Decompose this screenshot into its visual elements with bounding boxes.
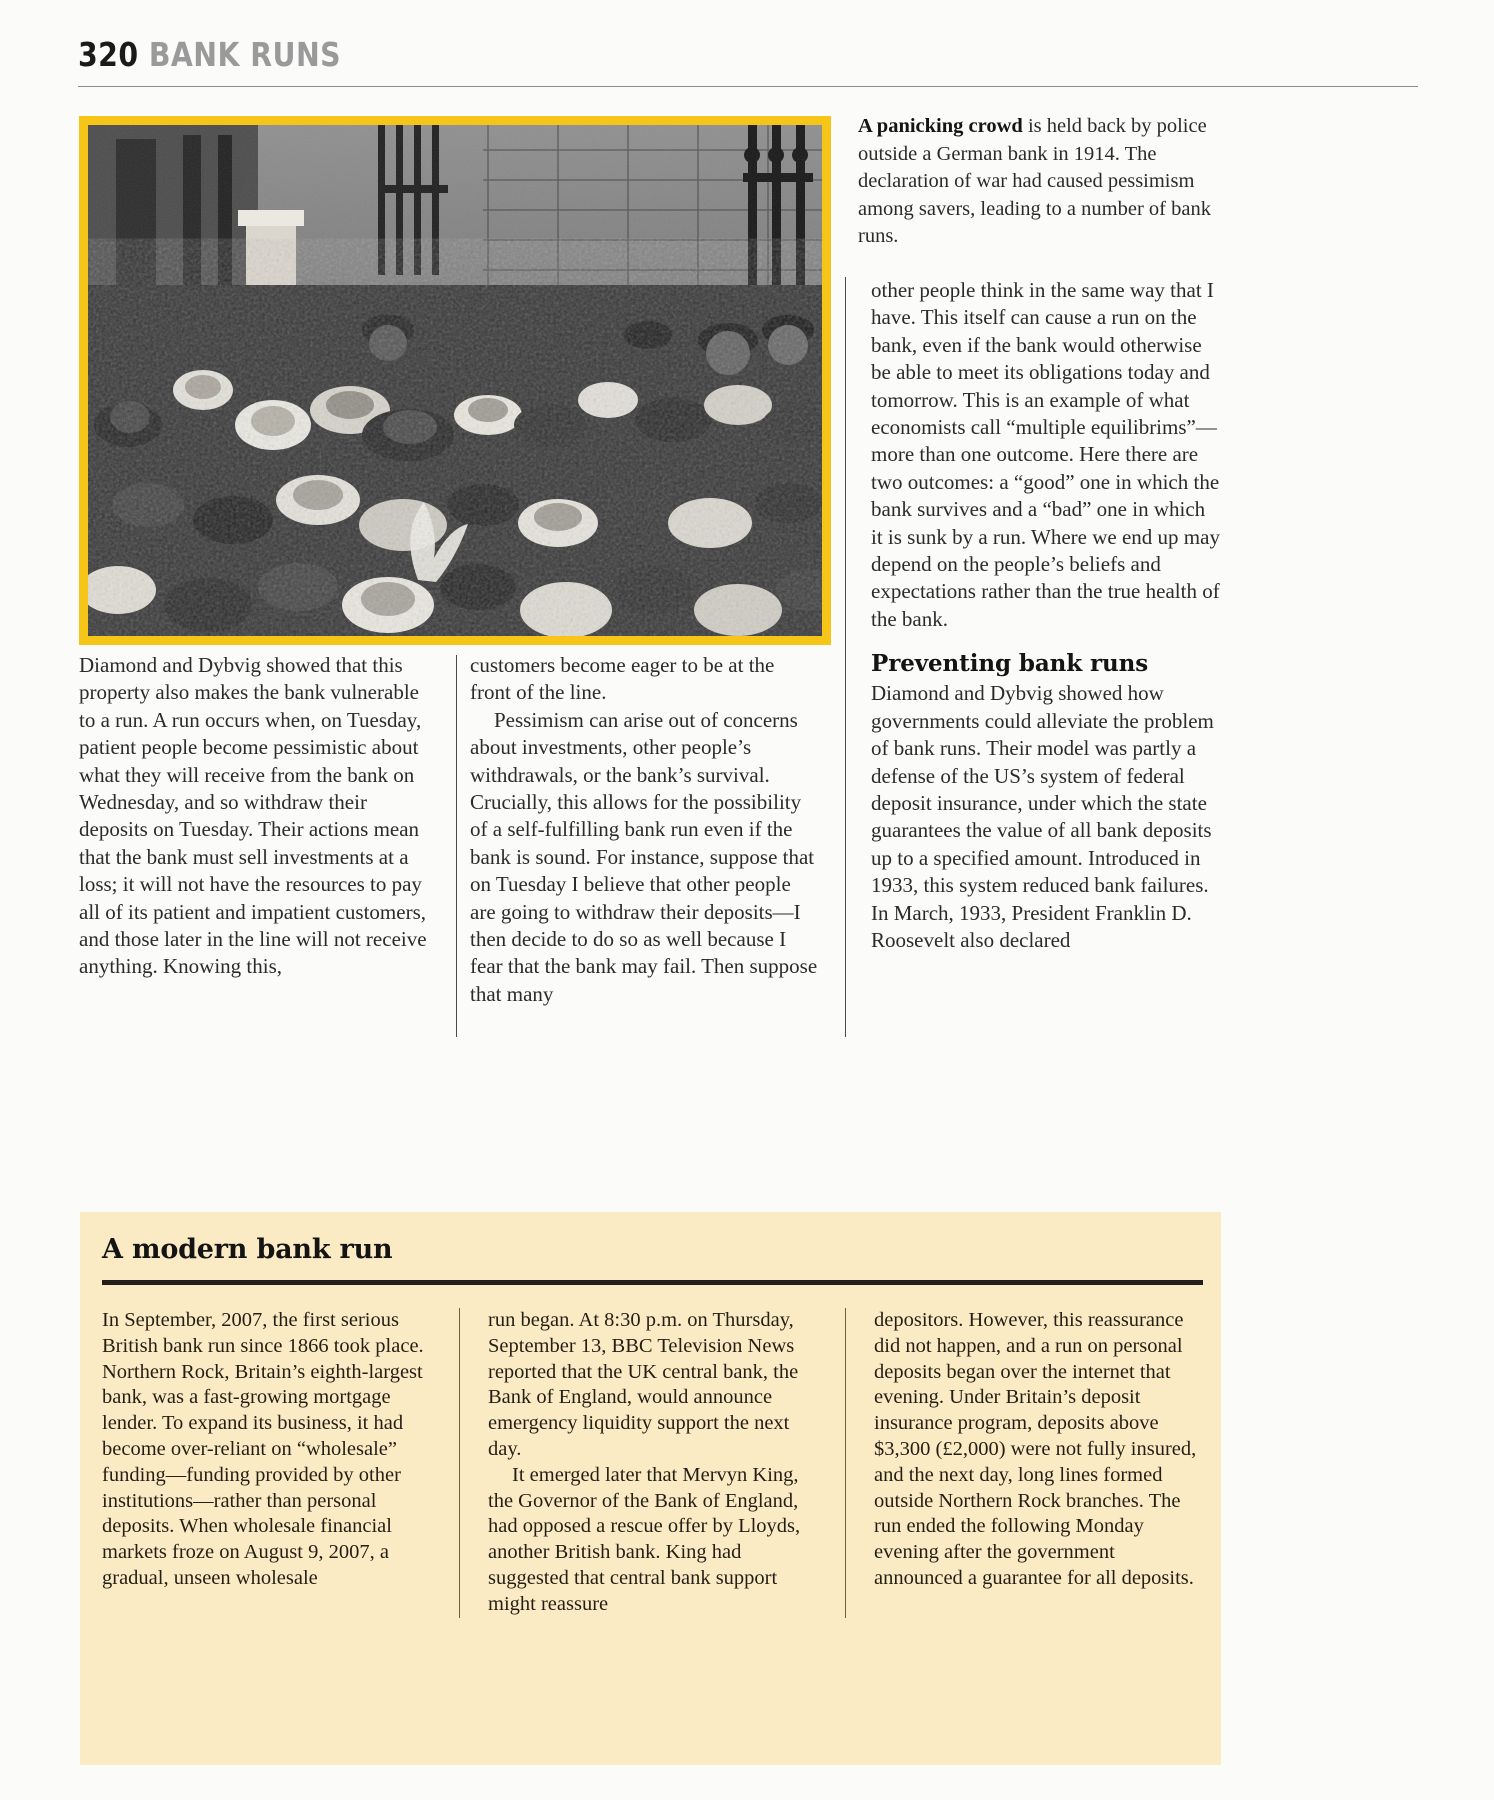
paragraph: other people think in the same way that I have. This itself can cause a run on the bank, even if the bank would otherwise be able to meet its obligations today and tomorrow. This is an example of what economists call “multiple equilibrims”—more than one outcome. Here there are two outcomes: a “good” one in which the bank survives and a “bad” one in which it is sunk by a run. Where we end up may depend on the people’s beliefs and expectations rather than the true health of the bank. — [871, 278, 1220, 631]
sidebar-columns — [102, 1308, 1203, 1618]
caption-lead: A panicking crowd — [858, 115, 1023, 137]
panicking-crowd-photo — [88, 125, 822, 636]
section-subheading: Preventing bank runs — [871, 650, 1149, 678]
paragraph: run began. At 8:30 p.m. on Thursday, September 13, BBC Television News reported that the UK central bank, the Bank of England, would announce emergency liquidity support the next day. — [488, 1309, 799, 1460]
caption-rest: is held back by police outside a German bank in 1914. The declaration of war had caused pessimism among savers, leading to a number of bank runs. — [858, 115, 1211, 247]
paragraph: customers become eager to be at the front of the line. — [470, 653, 775, 705]
body-column-three — [858, 277, 1220, 1037]
paragraph: depositors. However, this reassurance did not happen, and a run on personal deposits began over the internet that evening. Under Britain’s deposit insurance program, deposits above $3,300 (£2,000) were not fully insured, and the next day, long lines formed outside Northern Rock branches. The run ended the following Monday evening after the government announced a guarantee for all deposits. — [874, 1309, 1197, 1589]
sidebar-callout-box — [80, 1212, 1221, 1765]
body-column-one — [79, 652, 431, 981]
paragraph: Diamond and Dybvig showed that this property also makes the bank vulnerable to a run. A run occurs when, on Tuesday, patient people become pessimistic about what they will receive from the bank on Wednesday, and so withdraw their deposits on Tuesday. Their actions mean that the bank must sell investments at a loss; it will not have the resources to pay all of its patient and impatient customers, and those later in the line will not receive anything. Knowing this, — [79, 653, 427, 979]
page-number: 320 — [78, 35, 139, 74]
page-header — [78, 35, 1418, 74]
paragraph: Diamond and Dybvig showed how governments could alleviate the problem of bank runs. Their model was partly a defense of the US’s system of federal deposit insurance, under which the state guarantees the value of all bank deposits up to a specified amount. Introduced in 1933, this system reduced bank failures. In March, 1933, President Franklin D. Roosevelt also declared — [871, 681, 1214, 952]
paragraph: It emerged later that Mervyn King, the Governor of the Bank of England, had opposed a rescue offer by Lloyds, another British bank. King had suggested that central bank support might reassure — [488, 1463, 801, 1615]
header-divider — [78, 86, 1418, 87]
photo-caption — [858, 113, 1218, 251]
sidebar-title: A modern bank run — [102, 1234, 393, 1265]
column-divider-right — [845, 277, 846, 1037]
paragraph: In September, 2007, the first serious British bank run since 1866 took place. Northern Rock, Britain’s eighth-largest bank, was a fast-growing mortgage lender. To expand its business, it had become over-reliant on “wholesale” funding—funding provided by other institutions—rather than personal deposits. When wholesale financial markets froze on August 9, 2007, a gradual, unseen wholesale — [102, 1309, 424, 1589]
paragraph: Pessimism can arise out of concerns about investments, other people’s withdrawals, or the bank’s survival. Crucially, this allows for the possibility of a self-fulfilling bank run even if the bank is sound. For instance, suppose that on Tuesday I believe that other people are going to withdraw their deposits—I then decide to do so as well because I fear that the bank may fail. Then suppose that many — [470, 707, 818, 1006]
photo-illustration — [88, 125, 822, 636]
sidebar-column-one — [102, 1308, 431, 1618]
photo-frame — [79, 116, 831, 645]
header-line — [78, 35, 1230, 74]
sidebar-column-three — [845, 1308, 1203, 1618]
body-column-two — [470, 652, 820, 1008]
column-divider-mid — [456, 655, 457, 1037]
page-title: BANK RUNS — [148, 35, 342, 74]
sidebar-title-rule — [102, 1280, 1203, 1285]
sidebar-column-two — [459, 1308, 817, 1618]
